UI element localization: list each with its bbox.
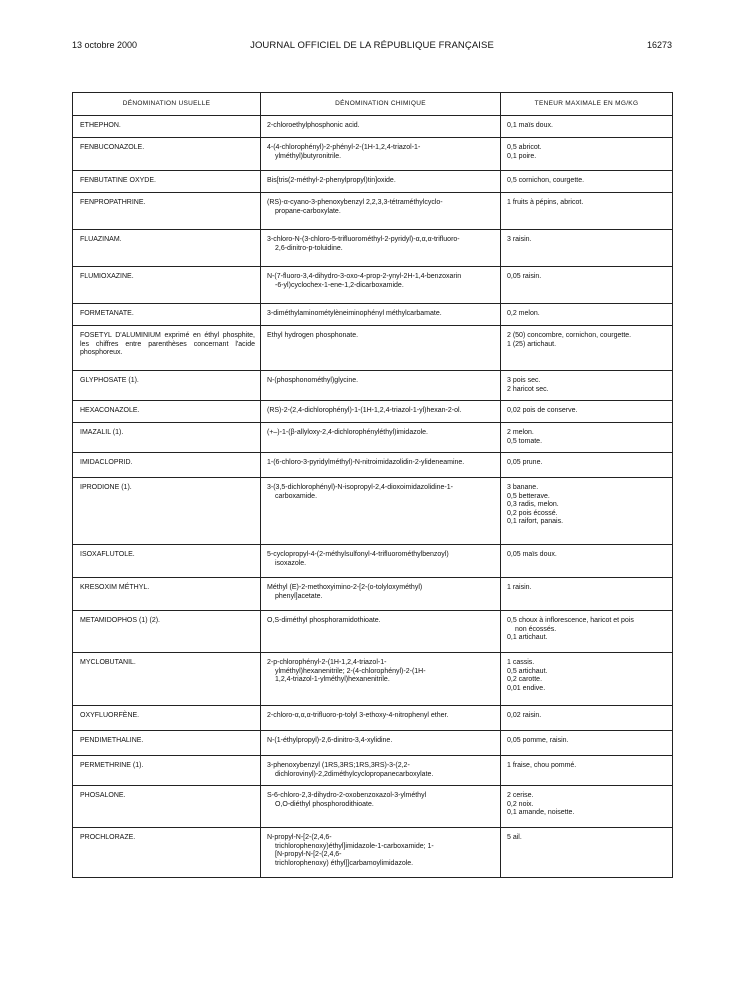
chemical-name-cell bbox=[261, 653, 501, 706]
chemical-name-cell bbox=[261, 786, 501, 828]
usual-name-cell bbox=[73, 706, 261, 731]
table-row bbox=[73, 267, 673, 304]
chemical-name bbox=[261, 545, 500, 568]
table-row bbox=[73, 578, 673, 611]
table-row bbox=[73, 171, 673, 193]
usual-name: FENPROPATHRINE. bbox=[80, 199, 146, 206]
usual-name-cell bbox=[73, 171, 261, 193]
chemical-name-line: 3-(3,5-dichlorophényl)-N-isopropyl-2,4-dioxoimidazolidine-1- bbox=[267, 484, 453, 491]
chemical-name-line: trichlorophenoxy) éthyl]]carbamoylimidazole. bbox=[275, 859, 414, 867]
max-content-cell bbox=[501, 731, 673, 756]
usual-name-cell bbox=[73, 193, 261, 230]
max-content-line: 0,1 raifort, panais. bbox=[507, 518, 564, 526]
chemical-name-line: 5-cyclopropyl-4-(2-méthylsulfonyl-4-trifluorométhylbenzoyl) bbox=[267, 551, 449, 558]
chemical-name-cell bbox=[261, 578, 501, 611]
chemical-name bbox=[261, 138, 500, 161]
max-content bbox=[501, 171, 672, 186]
usual-name-cell bbox=[73, 267, 261, 304]
max-content-line: 0,02 raisin. bbox=[507, 712, 542, 719]
table-row bbox=[73, 193, 673, 230]
max-content-line: 0,05 prune. bbox=[507, 459, 543, 466]
chemical-name-line: 1,2,4-triazol-1-ylméthyl)hexanenitrile. bbox=[275, 676, 390, 684]
usual-name: OXYFLUORFÈNE. bbox=[80, 712, 140, 719]
max-content-cell bbox=[501, 267, 673, 304]
usual-name: PHOSALONE. bbox=[80, 792, 126, 799]
chemical-name-line: carboxamide. bbox=[275, 492, 318, 500]
chemical-name bbox=[261, 423, 500, 438]
chemical-name-cell bbox=[261, 138, 501, 171]
chemical-name-line: 2-chloroethylphosphonic acid. bbox=[267, 122, 360, 129]
usual-name: IMAZALIL (1). bbox=[80, 429, 124, 436]
usual-name-cell bbox=[73, 453, 261, 478]
column-header-max-content: TENEUR MAXIMALE EN MG/KG bbox=[501, 93, 673, 116]
max-content bbox=[501, 706, 672, 721]
usual-name: IMIDACLOPRID. bbox=[80, 459, 133, 466]
chemical-name-line: [N-propyl-N-[2-(2,4,6- bbox=[275, 851, 342, 859]
table-row bbox=[73, 326, 673, 371]
max-content bbox=[501, 756, 672, 771]
max-content-line: 3 banane. bbox=[507, 484, 539, 491]
usual-name: FORMETANATE. bbox=[80, 310, 134, 317]
usual-name: PERMETHRINE (1). bbox=[80, 762, 144, 769]
usual-name-cell bbox=[73, 401, 261, 423]
usual-name-cell bbox=[73, 478, 261, 545]
max-content-line: 0,2 carotte. bbox=[507, 676, 543, 684]
max-content-cell bbox=[501, 326, 673, 371]
chemical-name bbox=[261, 653, 500, 685]
max-content-cell bbox=[501, 756, 673, 786]
max-content-cell bbox=[501, 786, 673, 828]
max-content-cell bbox=[501, 611, 673, 653]
max-content-line: non écossés. bbox=[515, 625, 557, 633]
max-content-line: 0,5 artichaut. bbox=[507, 667, 548, 675]
max-content-cell bbox=[501, 371, 673, 401]
max-content-cell bbox=[501, 423, 673, 453]
usual-name: METAMIDOPHOS (1) (2). bbox=[80, 617, 160, 624]
chemical-name-line: 4-(4-chlorophényl)-2-phényl-2-(1H-1,2,4-triazol-1- bbox=[267, 144, 421, 151]
max-content-line: 5 ail. bbox=[507, 834, 522, 841]
table-row bbox=[73, 828, 673, 878]
max-content-line: 3 pois sec. bbox=[507, 377, 541, 384]
max-content-cell bbox=[501, 116, 673, 138]
chemical-name bbox=[261, 828, 500, 868]
chemical-name-cell bbox=[261, 267, 501, 304]
max-content-cell bbox=[501, 138, 673, 171]
usual-name-cell bbox=[73, 371, 261, 401]
usual-name: FLUAZINAM. bbox=[80, 236, 122, 243]
max-content-cell bbox=[501, 578, 673, 611]
chemical-name-line: 2-chloro-α,α,α-trifluoro-p-tolyl 3-ethoxy-4-nitrophenyl ether. bbox=[267, 712, 449, 719]
usual-name-cell bbox=[73, 756, 261, 786]
chemical-name bbox=[261, 756, 500, 779]
usual-name-cell bbox=[73, 423, 261, 453]
chemical-name-line: S-6-chloro-2,3-dihydro-2-oxobenzoxazol-3-ylméthyl bbox=[267, 792, 427, 799]
usual-name: PROCHLORAZE. bbox=[80, 834, 136, 841]
max-content-line: 1 fraise, chou pommé. bbox=[507, 762, 577, 769]
usual-name: MYCLOBUTANIL. bbox=[80, 659, 136, 666]
max-content bbox=[501, 371, 672, 394]
max-content-line: 0,05 maïs doux. bbox=[507, 551, 557, 558]
max-content-cell bbox=[501, 171, 673, 193]
max-content-cell bbox=[501, 828, 673, 878]
chemical-name-cell bbox=[261, 545, 501, 578]
chemical-name-line: N-(7-fluoro-3,4-dihydro-3-oxo-4-prop-2-ynyl-2H-1,4-benzoxarin bbox=[267, 273, 462, 280]
usual-name: FENBUTATINE OXYDE. bbox=[80, 177, 156, 184]
chemical-name bbox=[261, 731, 500, 746]
usual-name: KRESOXIM MÉTHYL. bbox=[80, 584, 150, 591]
chemical-name-cell bbox=[261, 371, 501, 401]
chemical-name bbox=[261, 371, 500, 386]
chemical-name-line: Méthyl (E)-2-methoxyimino-2-[2-(o-tolyloxyméthyl) bbox=[267, 584, 423, 591]
max-content-cell bbox=[501, 653, 673, 706]
chemical-name-line: -6-yl)cyclochex-1-ene-1,2-dicarboxamide. bbox=[275, 281, 404, 289]
chemical-name-line: (RS)-2-(2,4-dichlorophényl)-1-(1H-1,2,4-triazol-1-yl)hexan-2-ol. bbox=[267, 407, 462, 414]
chemical-name-line: N-(phosphonométhyl)glycine. bbox=[267, 377, 359, 384]
max-content-cell bbox=[501, 545, 673, 578]
max-content-cell bbox=[501, 453, 673, 478]
column-header-usual-name: DÉNOMINATION USUELLE bbox=[73, 93, 261, 116]
max-content-cell bbox=[501, 401, 673, 423]
chemical-name bbox=[261, 786, 500, 809]
max-content-line: 0,5 choux à inflorescence, haricot et pois bbox=[507, 617, 634, 624]
chemical-name bbox=[261, 578, 500, 601]
usual-name-cell bbox=[73, 611, 261, 653]
max-content bbox=[501, 545, 672, 560]
table-row bbox=[73, 423, 673, 453]
chemical-name bbox=[261, 193, 500, 216]
chemical-name-cell bbox=[261, 116, 501, 138]
max-content bbox=[501, 230, 672, 245]
max-content-line: 0,1 poire. bbox=[507, 152, 537, 160]
chemical-name bbox=[261, 116, 500, 131]
usual-name: FOSETYL D'ALUMINIUM exprimé en éthyl phosphite, les chiffres entre parenthèses concernant l'acide phosphoreux. bbox=[80, 332, 255, 357]
journal-title: JOURNAL OFFICIEL DE LA RÉPUBLIQUE FRANÇAISE bbox=[250, 40, 494, 51]
chemical-name bbox=[261, 706, 500, 721]
max-content-line: 0,5 tomate. bbox=[507, 437, 543, 445]
table-row bbox=[73, 731, 673, 756]
table-row bbox=[73, 138, 673, 171]
max-content bbox=[501, 578, 672, 593]
chemical-name bbox=[261, 453, 500, 468]
max-content bbox=[501, 423, 672, 446]
max-content-line: 0,02 pois de conserve. bbox=[507, 407, 578, 414]
table-row bbox=[73, 756, 673, 786]
chemical-name bbox=[261, 611, 500, 626]
max-content bbox=[501, 193, 672, 208]
max-content bbox=[501, 326, 672, 349]
usual-name-cell bbox=[73, 326, 261, 371]
max-content bbox=[501, 267, 672, 282]
table-row bbox=[73, 116, 673, 138]
chemical-name-line: 3-diméthylaminométylèneiminophényl méthylcarbamate. bbox=[267, 310, 442, 317]
usual-name: FLUMIOXAZINE. bbox=[80, 273, 134, 280]
chemical-name-cell bbox=[261, 171, 501, 193]
column-header-chemical-name: DÉNOMINATION CHIMIQUE bbox=[261, 93, 501, 116]
max-content-line: 1 cassis. bbox=[507, 659, 535, 666]
chemical-name-line: ylméthyl)hexanenitrile; 2-(4-chlorophényl)-2-(1H- bbox=[275, 667, 426, 675]
page-number: 16273 bbox=[646, 40, 672, 50]
chemical-name-cell bbox=[261, 230, 501, 267]
max-content bbox=[501, 828, 672, 843]
max-content-line: 0,3 radis, melon. bbox=[507, 501, 559, 509]
chemical-name bbox=[261, 230, 500, 253]
chemical-name-cell bbox=[261, 478, 501, 545]
chemical-name-line: 3-chloro-N-(3-chloro-5-trifluorométhyl-2-pyridyl)-α,α,α-trifluoro- bbox=[267, 236, 460, 243]
max-content-line: 0,2 melon. bbox=[507, 310, 540, 317]
max-content bbox=[501, 478, 672, 527]
max-content bbox=[501, 401, 672, 416]
chemical-name-line: 2,6-dinitro-p-toluidine. bbox=[275, 244, 343, 252]
chemical-name bbox=[261, 478, 500, 501]
max-content-line: 0,5 betterave. bbox=[507, 492, 550, 500]
max-content-line: 0,5 cornichon, courgette. bbox=[507, 177, 585, 184]
table-header-row bbox=[73, 93, 673, 116]
chemical-name bbox=[261, 171, 500, 186]
max-content bbox=[501, 653, 672, 693]
usual-name-cell bbox=[73, 230, 261, 267]
chemical-name-cell bbox=[261, 611, 501, 653]
table-row bbox=[73, 611, 673, 653]
max-content bbox=[501, 304, 672, 319]
chemical-name-cell bbox=[261, 423, 501, 453]
max-content-line: 2 haricot sec. bbox=[507, 385, 549, 393]
max-content-line: 0,05 raisin. bbox=[507, 273, 542, 280]
chemical-name-line: propane-carboxylate. bbox=[275, 207, 341, 215]
chemical-name-cell bbox=[261, 304, 501, 326]
max-content-cell bbox=[501, 230, 673, 267]
chemical-name-line: Bis[tris(2-méthyl-2-phenylpropyl)tin]oxide. bbox=[267, 177, 396, 184]
chemical-name-cell bbox=[261, 401, 501, 423]
usual-name-cell bbox=[73, 138, 261, 171]
max-content-line: 0,01 endive. bbox=[507, 684, 546, 692]
table-row bbox=[73, 786, 673, 828]
chemical-name-cell bbox=[261, 828, 501, 878]
chemical-name bbox=[261, 267, 500, 290]
max-content-cell bbox=[501, 304, 673, 326]
chemical-name-line: (RS)-α-cyano-3-phenoxybenzyl 2,2,3,3-tétraméthylcyclo- bbox=[267, 199, 443, 206]
chemical-name-line: isoxazole. bbox=[275, 559, 307, 567]
table-row bbox=[73, 478, 673, 545]
usual-name: HEXACONAZOLE. bbox=[80, 407, 140, 414]
usual-name: GLYPHOSATE (1). bbox=[80, 377, 139, 384]
usual-name: IPRODIONE (1). bbox=[80, 484, 132, 491]
chemical-name bbox=[261, 326, 500, 341]
max-content bbox=[501, 116, 672, 131]
max-content-line: 0,2 noix. bbox=[507, 800, 534, 808]
usual-name: ETHEPHON. bbox=[80, 122, 121, 129]
chemical-name-line: 2-p-chlorophényl-2-(1H-1,2,4-triazol-1- bbox=[267, 659, 387, 666]
chemical-name-cell bbox=[261, 326, 501, 371]
max-content-line: 0,05 pomme, raisin. bbox=[507, 737, 569, 744]
chemical-name-line: 1-(6-chloro-3-pyridylméthyl)-N-nitroimidazolidin-2-ylideneamine. bbox=[267, 459, 465, 466]
issue-date: 13 octobre 2000 bbox=[72, 40, 138, 50]
max-content-line: 2 (50) concombre, cornichon, courgette. bbox=[507, 332, 632, 339]
max-content-line: 0,1 maïs doux. bbox=[507, 122, 553, 129]
usual-name-cell bbox=[73, 731, 261, 756]
chemical-name-line: phenyl]acetate. bbox=[275, 592, 323, 600]
chemical-name bbox=[261, 304, 500, 319]
max-content-line: 0,2 pois écossé. bbox=[507, 509, 558, 517]
chemical-name-line: N-(1-éthylpropyl)-2,6-dinitro-3,4-xylidine. bbox=[267, 737, 393, 744]
chemical-name-line: dichlorovinyl)-2,2diméthylcyclopropanecarboxylate. bbox=[275, 770, 434, 778]
max-content-line: 2 cerise. bbox=[507, 792, 534, 799]
usual-name: PENDIMETHALINE. bbox=[80, 737, 144, 744]
usual-name: FENBUCONAZOLE. bbox=[80, 144, 145, 151]
usual-name-cell bbox=[73, 653, 261, 706]
max-content-line: 2 melon. bbox=[507, 429, 534, 436]
chemical-name-cell bbox=[261, 731, 501, 756]
table-row bbox=[73, 453, 673, 478]
chemical-name-line: N-propyl-N-[2-(2,4,6- bbox=[267, 834, 332, 841]
max-content-cell bbox=[501, 478, 673, 545]
usual-name: ISOXAFLUTOLE. bbox=[80, 551, 135, 558]
usual-name-cell bbox=[73, 545, 261, 578]
max-content-line: 0,5 abricot. bbox=[507, 144, 542, 151]
table-row bbox=[73, 706, 673, 731]
usual-name-cell bbox=[73, 786, 261, 828]
chemical-name-line: trichlorophenoxy)éthyl]imidazole-1-carboxamide; 1- bbox=[275, 842, 434, 850]
max-content-line: 1 raisin. bbox=[507, 584, 532, 591]
usual-name-cell bbox=[73, 304, 261, 326]
max-content-line: 0,1 amande, noisette. bbox=[507, 809, 575, 817]
max-content bbox=[501, 138, 672, 161]
chemical-name-cell bbox=[261, 756, 501, 786]
max-content-line: 3 raisin. bbox=[507, 236, 532, 243]
max-content bbox=[501, 731, 672, 746]
max-content bbox=[501, 786, 672, 818]
usual-name-cell bbox=[73, 578, 261, 611]
chemical-name-line: Ethyl hydrogen phosphonate. bbox=[267, 332, 359, 339]
max-content bbox=[501, 611, 672, 643]
chemical-name-cell bbox=[261, 706, 501, 731]
max-content bbox=[501, 453, 672, 468]
page-header bbox=[72, 40, 672, 54]
table-row bbox=[73, 304, 673, 326]
table-row bbox=[73, 653, 673, 706]
max-content-line: 1 (25) artichaut. bbox=[507, 340, 557, 348]
max-content-line: 1 fruits à pépins, abricot. bbox=[507, 199, 584, 206]
chemical-name-line: 3-phenoxybenzyl (1RS,3RS;1RS,3RS)-3-(2,2- bbox=[267, 762, 410, 769]
chemical-name-line: O,S-diméthyl phosphoramidothioate. bbox=[267, 617, 381, 624]
table-row bbox=[73, 545, 673, 578]
residue-limits-table bbox=[72, 92, 673, 878]
chemical-name-line: ylméthyl)butyronitrile. bbox=[275, 152, 342, 160]
chemical-name bbox=[261, 401, 500, 416]
max-content-line: 0,1 artichaut. bbox=[507, 634, 548, 642]
chemical-name-cell bbox=[261, 453, 501, 478]
table-row bbox=[73, 230, 673, 267]
chemical-name-line: (+–)-1-(β-allyloxy-2,4-dichlorophényléthyl)imidazole. bbox=[267, 429, 429, 436]
chemical-name-line: O,O-diéthyl phosphorodithioate. bbox=[275, 800, 374, 808]
chemical-name-cell bbox=[261, 193, 501, 230]
usual-name-cell bbox=[73, 828, 261, 878]
max-content-cell bbox=[501, 706, 673, 731]
table-row bbox=[73, 371, 673, 401]
table-row bbox=[73, 401, 673, 423]
max-content-cell bbox=[501, 193, 673, 230]
usual-name-cell bbox=[73, 116, 261, 138]
